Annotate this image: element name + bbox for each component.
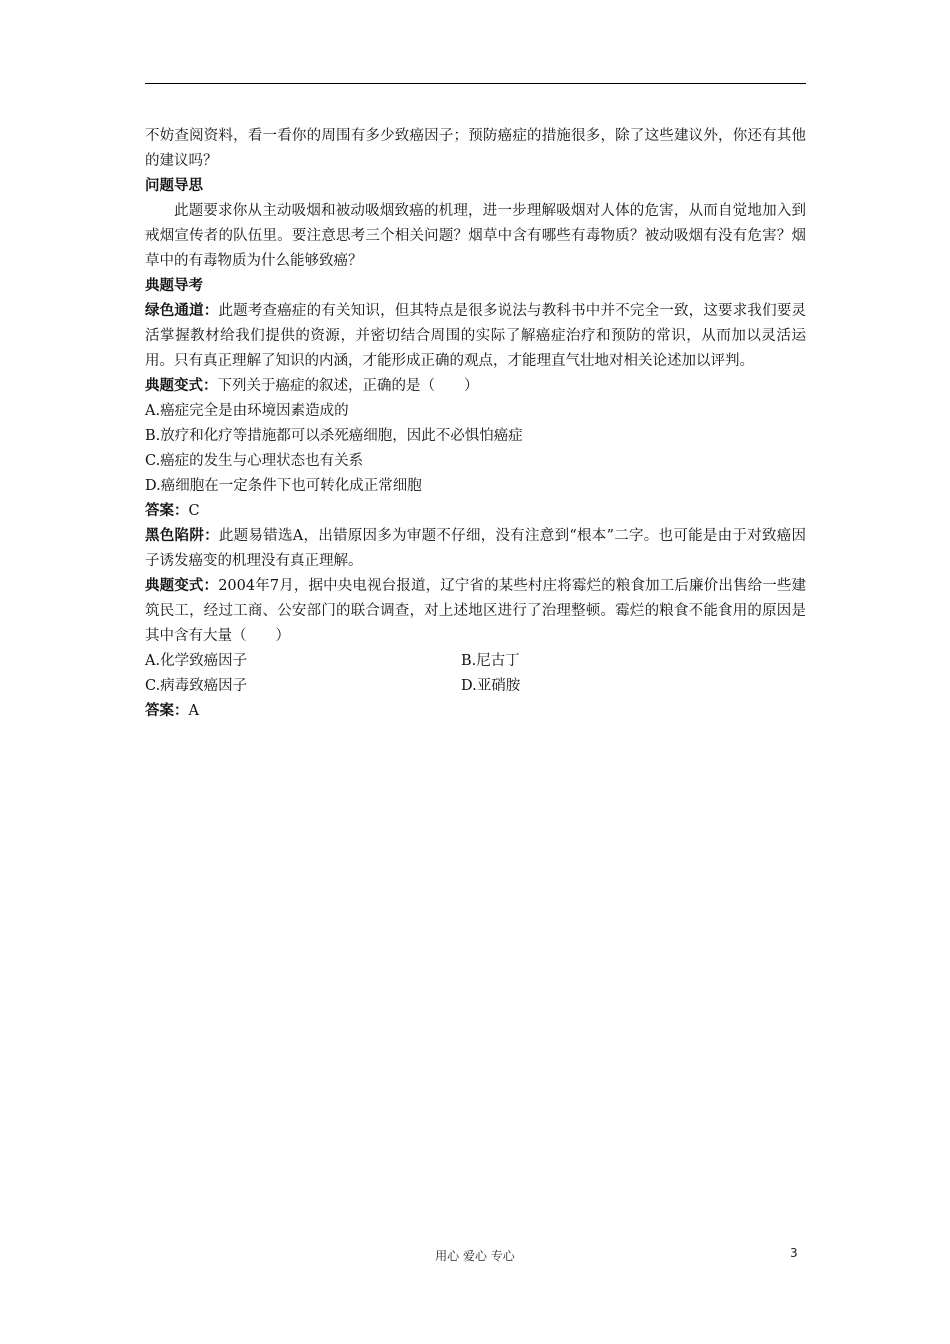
section-heading-problem-guide: 问题导思 — [145, 178, 203, 194]
question-2-answer-line — [145, 699, 806, 724]
question-2-stem: 2004年7月，据中央电视台报道，辽宁省的某些村庄将霉烂的粮食加工后廉价出售给一些建筑民工，经过工商、公安部门的联合调查，对上述地区进行了治理整顿。霉烂的粮食不能食用的原因是其中含有大量（ ） — [145, 578, 807, 644]
problem-guide-text: 此题要求你从主动吸烟和被动吸烟致癌的机理，进一步理解吸烟对人体的危害，从而自觉地加入到戒烟宣传者的队伍里。要注意思考三个相关问题？烟草中含有哪些有毒物质？被动吸烟有没有危害？烟草中的有毒物质为什么能够致癌？ — [145, 203, 806, 269]
question-1-option-b: B.放疗和化疗等措施都可以杀死癌细胞，因此不必惧怕癌症 — [145, 428, 523, 444]
black-trap-label: 黑色陷阱： — [145, 528, 219, 544]
green-channel-label: 绿色通道： — [145, 303, 219, 319]
question-2-answer: A — [188, 703, 199, 719]
header-rule — [145, 83, 806, 84]
question-1-option-a: A.癌症完全是由环境因素造成的 — [145, 403, 349, 419]
question-2-options-row-1 — [145, 649, 806, 674]
question-2-answer-label: 答案： — [145, 703, 189, 719]
question-1-stem-line — [145, 374, 806, 399]
black-trap-paragraph — [145, 524, 806, 574]
question-1-answer: C — [188, 503, 200, 519]
question-2-stem-line — [145, 574, 806, 649]
green-channel-text: 此题考查癌症的有关知识，但其特点是很多说法与教科书中并不完全一致，这要求我们要灵活掌握教材给我们提供的资源，并密切结合周围的实际了解癌症治疗和预防的常识，从而加以灵活运用。只有真正理解了知识的内涵，才能形成正确的观点，才能理直气壮地对相关论述加以评判。 — [145, 303, 806, 369]
page-number: 3 — [790, 1246, 798, 1260]
question-2-label: 典题变式： — [145, 578, 219, 594]
question-2-option-d: D.亚硝胺 — [461, 678, 521, 694]
question-2-options-row-2 — [145, 674, 806, 699]
green-channel-paragraph — [145, 299, 806, 374]
question-1-option-c: C.癌症的发生与心理状态也有关系 — [145, 453, 364, 469]
question-2-option-c: C.病毒致癌因子 — [145, 678, 248, 694]
document-body — [145, 124, 806, 724]
question-1-stem: 下列关于癌症的叙述，正确的是（ ） — [217, 378, 479, 394]
question-1-label: 典题变式： — [145, 378, 218, 394]
footer-text: 用心 爱心 专心 — [435, 1249, 515, 1263]
question-1-answer-line — [145, 499, 806, 524]
intro-paragraph: 不妨查阅资料，看一看你的周围有多少致癌因子；预防癌症的措施很多，除了这些建议外，你还有其他的建议吗？ — [145, 128, 806, 169]
question-1-answer-label: 答案： — [145, 503, 189, 519]
black-trap-text: 此题易错选A，出错原因多为审题不仔细，没有注意到“根本”二字。也可能是由于对致癌因子诱发癌变的机理没有真正理解。 — [145, 528, 807, 569]
question-2-option-a: A.化学致癌因子 — [145, 653, 248, 669]
question-2-option-b: B.尼古丁 — [461, 653, 520, 669]
question-1-option-d: D.癌细胞在一定条件下也可转化成正常细胞 — [145, 478, 422, 494]
section-heading-example-guide: 典题导考 — [145, 278, 203, 294]
